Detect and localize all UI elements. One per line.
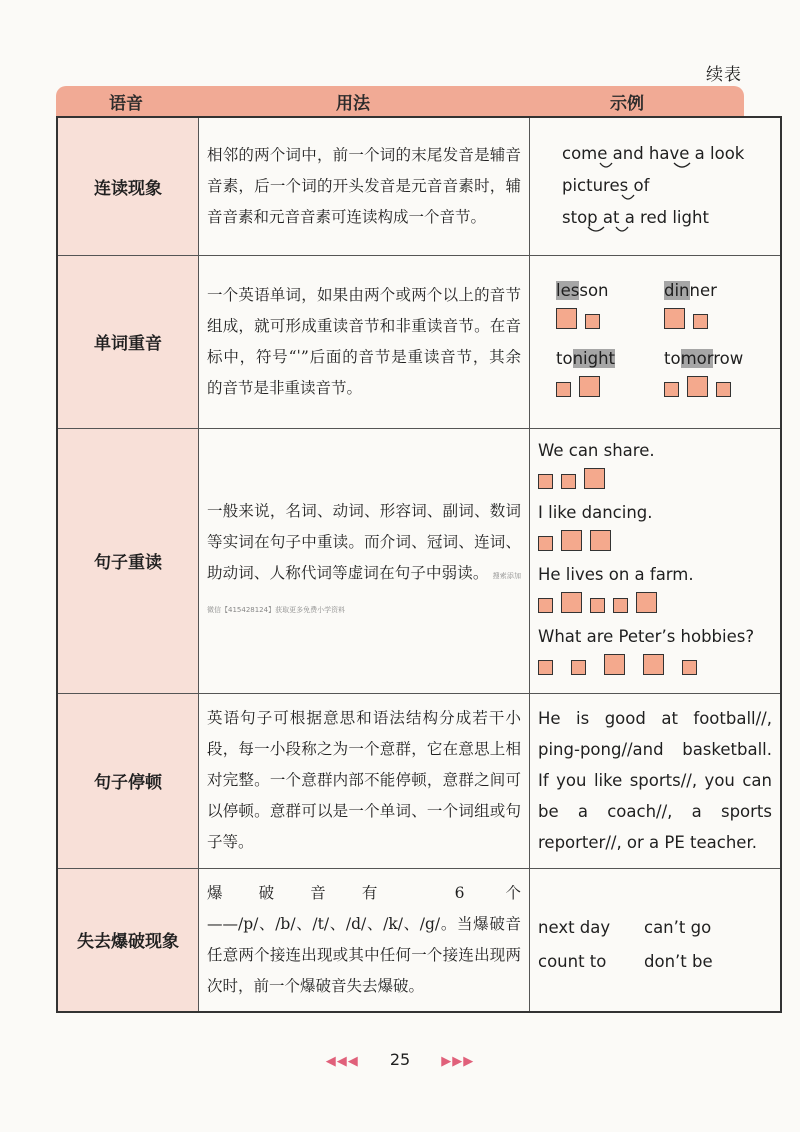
word-rest: to <box>556 348 573 368</box>
stress-word-dinner <box>664 277 764 339</box>
phonetics-table <box>56 86 772 1013</box>
table-row <box>57 255 781 428</box>
example-liaison-1 <box>562 140 772 168</box>
table-row <box>57 117 781 255</box>
stress-word-tomorrow <box>664 345 764 407</box>
example-pause-text: He is good at football//, ping-pong//and basketball. If you like sports//, you can be a coach//, a sports reporter//, or a PE teacher. <box>538 709 772 852</box>
stress-word-lesson <box>556 277 664 339</box>
header-usage: 用法 <box>336 93 370 114</box>
row-usage: 相邻的两个词中，前一个词的末尾发音是辅音音素，后一个词的开头发音是元音音素时，辅音音素和元音音素可连读构成一个音节。 <box>199 117 530 255</box>
stress-highlight: mor <box>680 348 714 368</box>
page-number: 25 <box>389 1050 411 1069</box>
stress-highlight: night <box>572 348 616 368</box>
left-arrows-icon: ◀◀◀ <box>325 1054 359 1069</box>
table-header <box>56 86 744 116</box>
stress-word-tonight <box>556 345 664 407</box>
word-rest: son <box>579 280 609 300</box>
header-phonetics: 语音 <box>109 93 143 114</box>
row-usage: 爆破音有 6 个——/p/、/b/、/t/、/d/、/k/、/g/。当爆破音任意两个接连出现或其中任何一个接连出现两次时，前一个爆破音失去爆破。 <box>199 868 530 1012</box>
right-arrows-icon: ▶▶▶ <box>441 1054 475 1069</box>
header-examples: 示例 <box>610 93 644 114</box>
example-sentence-3: He lives on a farm. <box>538 564 694 584</box>
continued-table-label: 续表 <box>706 65 742 85</box>
page-footer <box>0 1050 800 1069</box>
example-plosion-1: next day <box>538 917 611 937</box>
stress-highlight: din <box>664 280 690 300</box>
row-name: 失去爆破现象 <box>57 868 199 1012</box>
example-sentence-4: What are Peter’s hobbies? <box>538 626 755 646</box>
example-plosion-2: can’t go <box>644 917 712 937</box>
usage-text: 一般来说，名词、动词、形容词、副词、数词等实词在句子中重读。而介词、冠词、连词、助动词、人称代词等虚词在句子中弱读。 <box>207 501 521 582</box>
word-rest: row <box>713 348 744 368</box>
word-rest: ner <box>689 280 717 300</box>
example-text: stop at a red light <box>562 208 709 228</box>
example-sentence-1: We can share. <box>538 440 655 460</box>
row-examples <box>530 868 782 1012</box>
table-row <box>57 693 781 868</box>
row-usage: 一个英语单词，如果由两个或两个以上的音节组成，就可形成重读音节和非重读音节。在音标中，符号“ˈ”后面的音节是重读音节，其余的音节是非重读音节。 <box>199 255 530 428</box>
example-plosion-3: count to <box>538 951 607 971</box>
table-row <box>57 868 781 1012</box>
row-name: 单词重音 <box>57 255 199 428</box>
row-name: 句子停顿 <box>57 693 199 868</box>
row-usage: 英语句子可根据意思和语法结构分成若干小段，每一小段称之为一个意群，它在意思上相对完整。一个意群内部不能停顿，意群之间可以停顿。意群可以是一个单词、一个词组或句子等。 <box>199 693 530 868</box>
row-examples <box>530 428 782 693</box>
table-body <box>56 116 782 1013</box>
row-usage <box>199 428 530 693</box>
watermark-text: 搜索添加微信【415428124】获取更多免费小学资料 <box>207 571 521 614</box>
example-plosion-4: don’t be <box>644 951 713 971</box>
example-text: pictures of <box>562 176 650 196</box>
row-examples <box>530 693 782 868</box>
example-sentence-2: I like dancing. <box>538 502 653 522</box>
example-text: come and have a look <box>562 144 745 164</box>
word-rest: to <box>664 348 681 368</box>
row-examples <box>530 117 782 255</box>
table-row <box>57 428 781 693</box>
row-examples <box>530 255 782 428</box>
row-name: 句子重读 <box>57 428 199 693</box>
stress-highlight: les <box>556 280 580 300</box>
row-name: 连读现象 <box>57 117 199 255</box>
